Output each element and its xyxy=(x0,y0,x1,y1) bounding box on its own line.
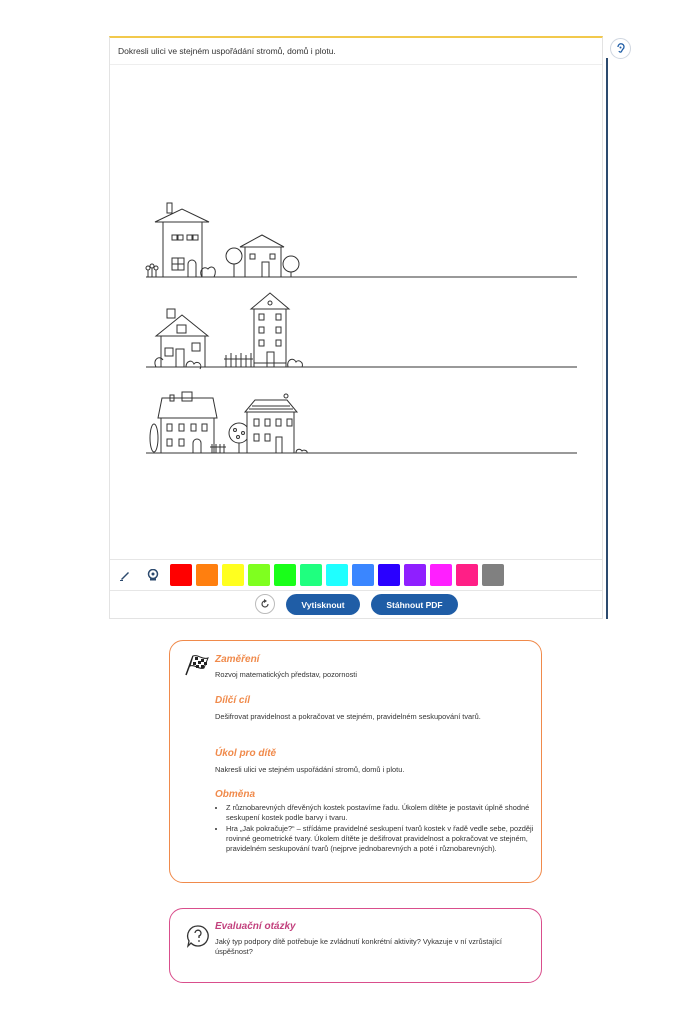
worksheet-instruction: Dokresli ulici ve stejném uspořádání stromů, domů i plotu. xyxy=(110,38,602,65)
color-swatch[interactable] xyxy=(404,564,426,586)
pencil-tool-button[interactable] xyxy=(112,560,138,590)
activity-info-card xyxy=(169,640,542,883)
list-item: • Hra „Jak pokračuje?“ – střídáme pravidelné seskupení tvarů kostek v řadě vedle sebe, později rovinné geometrické tvary. Úkolem dítěte je dešifrovat pravidelnost a pokračovat ve stejném, pravidelném seskupování tvarů (nejprve jednobarevných a poté i různobarevných). xyxy=(226,824,546,854)
question-circle-icon xyxy=(186,924,210,948)
color-swatch[interactable] xyxy=(456,564,478,586)
list-item: • Z různobarevných dřevěných kostek postavíme řadu. Úkolem dítěte je postavit úplně shodné seskupení kostek podle barvy i tvaru. xyxy=(226,803,546,823)
color-swatch[interactable] xyxy=(378,564,400,586)
section-title-variation: Obměna xyxy=(215,789,256,800)
pencil-icon xyxy=(119,569,131,581)
reset-icon xyxy=(260,599,270,609)
palette-tool-button[interactable] xyxy=(140,560,166,590)
download-pdf-button[interactable]: Stáhnout PDF xyxy=(371,594,458,615)
print-button[interactable]: Vytisknout xyxy=(286,594,360,615)
action-bar xyxy=(110,590,602,620)
color-swatch[interactable] xyxy=(300,564,322,586)
section-text-task: Nakresli ulici ve stejném uspořádání stromů, domů i plotu. xyxy=(215,765,405,774)
accessibility-button[interactable] xyxy=(610,38,631,59)
reset-button[interactable] xyxy=(255,594,275,614)
section-title-focus: Zaměření xyxy=(215,654,260,665)
street-row-3 xyxy=(146,392,577,453)
street-row-1 xyxy=(146,203,577,277)
color-swatch[interactable] xyxy=(430,564,452,586)
color-swatch[interactable] xyxy=(222,564,244,586)
color-swatch[interactable] xyxy=(196,564,218,586)
hearing-accessibility-icon xyxy=(615,43,626,54)
street-row-2 xyxy=(146,293,577,369)
variation-list xyxy=(215,803,546,855)
section-text-goal: Dešifrovat pravidelnost a pokračovat ve stejném, pravidelném seskupování tvarů. xyxy=(215,712,481,721)
drawing-canvas[interactable] xyxy=(110,65,602,559)
checkered-flag-icon xyxy=(184,654,210,676)
section-text-focus: Rozvoj matematických představ, pozornosti xyxy=(215,670,357,679)
color-swatch[interactable] xyxy=(326,564,348,586)
worksheet-panel xyxy=(109,36,603,619)
color-swatch[interactable] xyxy=(170,564,192,586)
color-swatch[interactable] xyxy=(482,564,504,586)
palette-icon xyxy=(147,569,159,581)
side-divider xyxy=(606,58,608,619)
color-toolbar xyxy=(110,559,602,591)
evaluation-title: Evaluační otázky xyxy=(215,921,296,932)
color-swatch[interactable] xyxy=(352,564,374,586)
section-title-task: Úkol pro dítě xyxy=(215,748,277,759)
color-swatch[interactable] xyxy=(248,564,270,586)
evaluation-card xyxy=(169,908,542,983)
evaluation-text: Jaký typ podpory dítě potřebuje ke zvládnutí konkrétní aktivity? Vykazuje v ní vzrůstající úspěšnost? xyxy=(215,937,502,956)
section-title-goal: Dílčí cíl xyxy=(215,695,251,706)
color-swatch[interactable] xyxy=(274,564,296,586)
